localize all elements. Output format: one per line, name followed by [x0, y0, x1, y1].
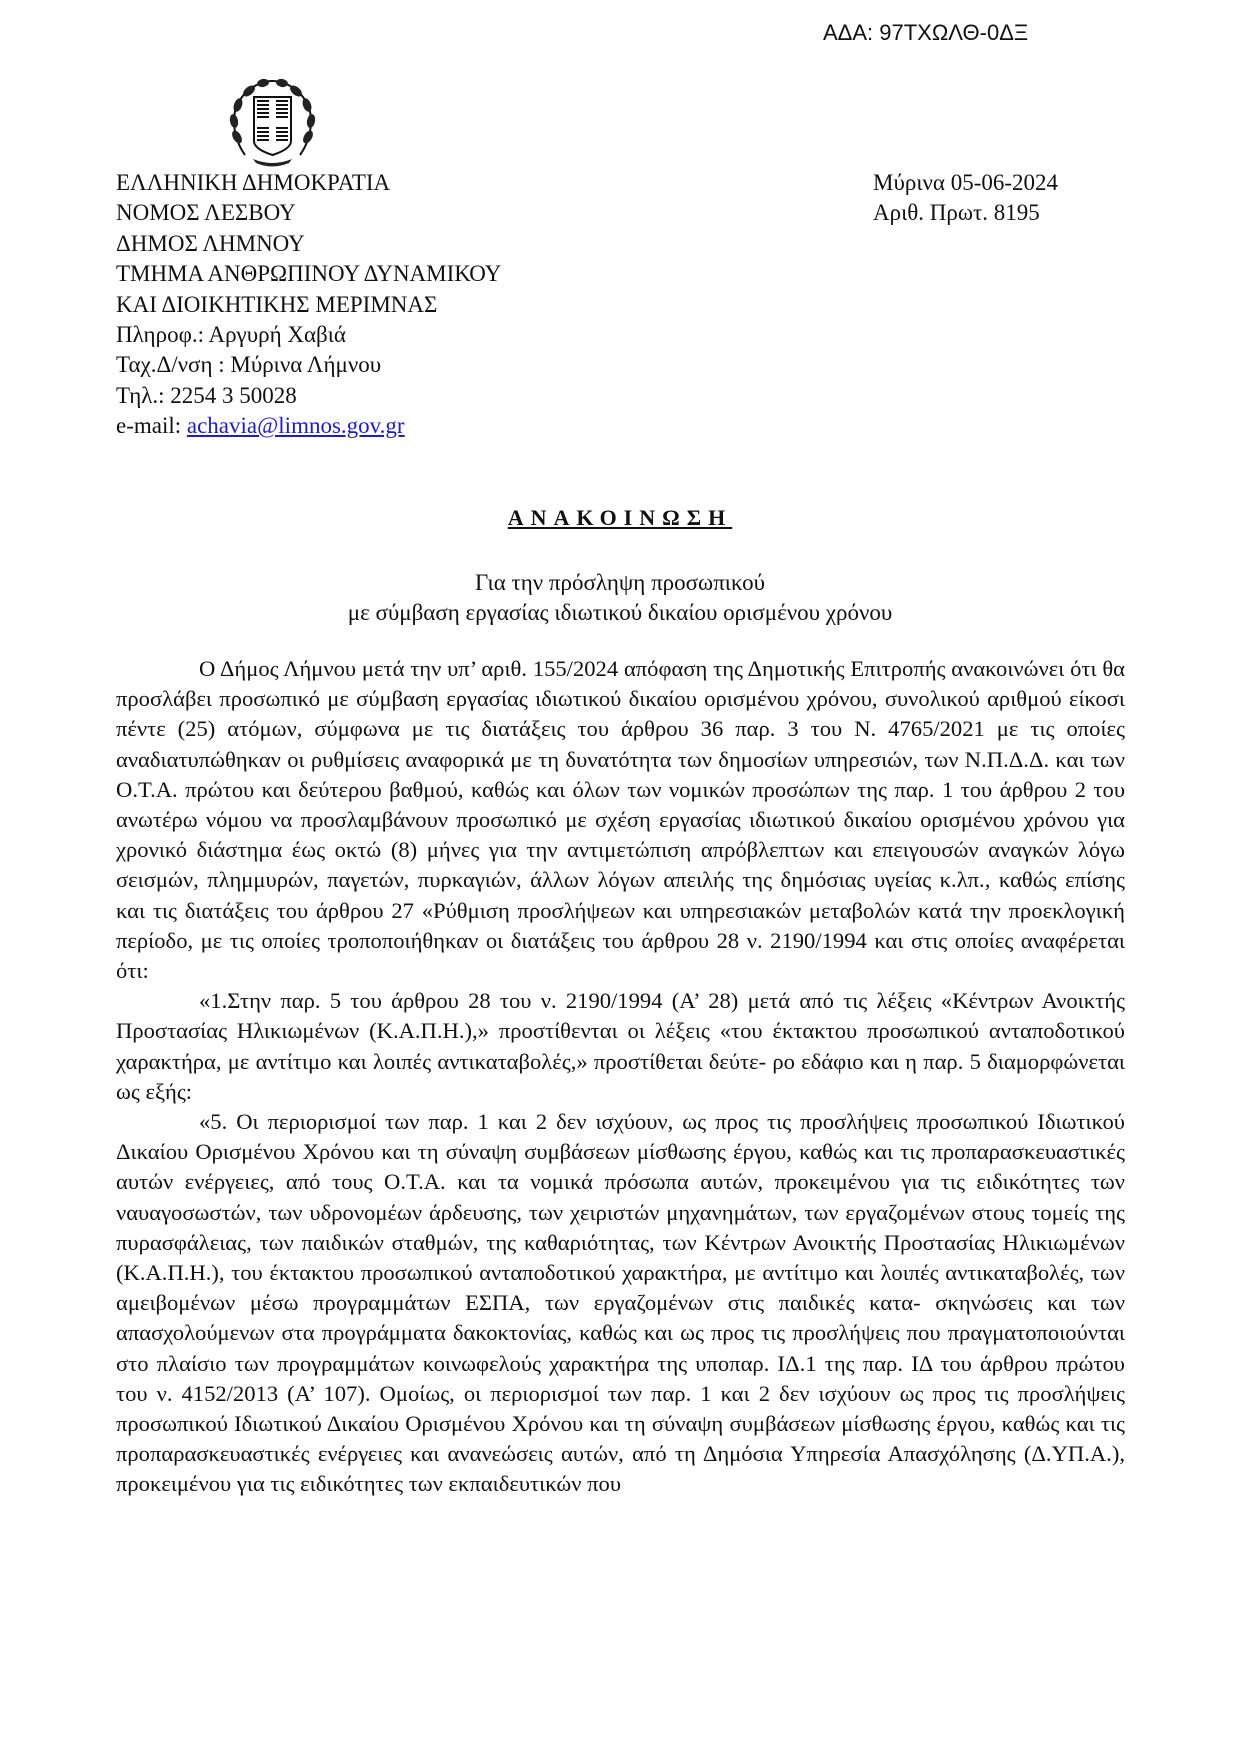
- sender-line: Τηλ.: 2254 3 50028: [116, 382, 297, 408]
- email-link[interactable]: achavia@limnos.gov.gr: [186, 413, 405, 439]
- document-title: ΑΝΑΚΟΙΝΩΣΗ: [507, 505, 733, 530]
- subtitle-line: με σύμβαση εργασίας ιδιωτικού δικαίου ορισμένου χρόνου: [347, 600, 893, 625]
- subtitle-line: Για την πρόσληψη προσωπικού: [475, 570, 765, 595]
- body-paragraph: Ο Δήμος Λήμνου μετά την υπ’ αριθ. 155/2024 απόφαση της Δημοτικής Επιτροπής ανακοινώνει ότι θα προσλάβει προσωπικό με σύμβαση εργασίας ιδιωτικού δικαίου ορισμένου χρόνου, συνολικού αριθμού είκοσι πέντε (25) ατόμων, σύμφωνα με τις διατάξεις του άρθρου 36 παρ. 3 του Ν. 4765/2021 με τις οποίες αναδιατυπώθηκαν οι ρυθμίσεις αναφορικά με τη δυνατότητα των δημοσίων υπηρεσιών, των Ν.Π.Δ.Δ. και των Ο.Τ.Α. πρώτου και δεύτερου βαθμού, καθώς και όλων των νομικών προσώπων της παρ. 1 του άρθρου 2 του ανωτέρω νόμου να προσλαμβάνουν προσωπικό με σχέση εργασίας ιδιωτικού δικαίου ορισμένου χρόνου για χρονικό διάστημα έως οκτώ (8) μήνες για την αντιμετώπιση απρόβλεπτων και επειγουσών αναγκών λόγω σεισμών, πλημμυρών, παγετών, πυρκαγιών, άλλων λόγων απειλής της δημόσιας υγείας κ.λπ., καθώς επίσης και τις διατάξεις του άρθρου 27 «Ρύθμιση προσλήψεων και υπηρεσιακών μεταβολών κατά την προεκλογική περίοδο, με τις οποίες τροποποιήθηκαν οι διατάξεις του άρθρου 28 ν. 2190/1994 και στις οποίες αναφέρεται ότι:: [116, 656, 1125, 984]
- ada-code: ΑΔΑ: 97ΤΧΩΛΘ-0ΔΞ: [823, 20, 1029, 45]
- protocol-number: Αριθ. Πρωτ. 8195: [873, 200, 1040, 226]
- sender-line: ΝΟΜΟΣ ΛΕΣΒΟΥ: [116, 200, 296, 226]
- sender-block: [116, 168, 501, 442]
- date-protocol-block: [873, 168, 1058, 229]
- greek-coat-of-arms-icon: [225, 75, 320, 170]
- email-label: e-mail:: [116, 413, 187, 439]
- document-body: [116, 654, 1125, 1500]
- place-date: Μύρινα 05-06-2024: [873, 170, 1059, 195]
- body-paragraph: «5. Οι περιορισμοί των παρ. 1 και 2 δεν ισχύουν, ως προς τις προσλήψεις προσωπικού Ιδιωτικού Δικαίου Ορισμένου Χρόνου και τη σύναψη συμβάσεων μίσθωσης έργου, καθώς και τις προπαρασκευαστικές αυτών ενέργειες, από τους Ο.Τ.Α. και τα νομικά πρόσωπα αυτών, προκειμένου για τις ειδικότητες των ναυαγοσωστών, των υδρονομέων άρδευσης, των χειριστών μηχανημάτων, των εργαζομένων στους τομείς της πυρασφάλειας, των παιδικών σταθμών, της καθαριότητας, των Κέντρων Ανοικτής Προστασίας Ηλικιωμένων (Κ.Α.Π.Η.), του έκτακτου προσωπικού ανταποδοτικού χαρακτήρα, με αντίτιμο και λοιπές αντικαταβολές, των αμειβομένων μέσω προγραμμάτων ΕΣΠΑ, των εργαζομένων στις παιδικές κατα- σκηνώσεις και των απασχολούμενων στα προγράμματα δακοκτονίας, καθώς και ως προς τις προσλήψεις που πραγματοποιούνται στο πλαίσιο των προγραμμάτων κοινωφελούς χαρακτήρα της υποπαρ. ΙΔ.1 της παρ. ΙΔ του άρθρου πρώτου του ν. 4152/2013 (Α’ 107). Ομοίως, οι περιορισμοί των παρ. 1 και 2 δεν ισχύουν ως προς τις προσλήψεις προσωπικού Ιδιωτικού Δικαίου Ορισμένου Χρόνου και τη σύναψη συμβάσεων μίσθωσης έργου, καθώς και τις προπαρασκευαστικές ενέργειες και ανανεώσεις αυτών, από τη Δημόσια Υπηρεσία Απασχόλησης (Δ.ΥΠ.Α.), προκειμένου για τις ειδικότητες των εκπαιδευτικών που: [116, 1109, 1125, 1497]
- document-subtitle: [0, 568, 1240, 628]
- sender-line: ΤΜΗΜΑ ΑΝΘΡΩΠΙΝΟΥ ΔΥΝΑΜΙΚΟΥ: [116, 261, 502, 287]
- sender-line: ΚΑΙ ΔΙΟΙΚΗΤΙΚΗΣ ΜΕΡΙΜΝΑΣ: [116, 291, 438, 317]
- sender-line: ΔΗΜΟΣ ΛΗΜΝΟΥ: [116, 230, 305, 256]
- body-paragraph: «1.Στην παρ. 5 του άρθρου 28 του ν. 2190/1994 (Α’ 28) μετά από τις λέξεις «Κέντρων Ανοικτής Προστασίας Ηλικιωμένων (Κ.Α.Π.Η.),» προστίθενται οι λέξεις «του έκτακτου προσωπικού ανταποδοτικού χαρακτήρα, με αντίτιμο και λοιπές αντικαταβολές,» προστίθεται δεύτε- ρο εδάφιο και η παρ. 5 διαμορφώνεται ως εξής:: [116, 988, 1125, 1104]
- sender-line: Ταχ.Δ/νση : Μύρινα Λήμνου: [116, 352, 382, 378]
- sender-line: ΕΛΛΗΝΙΚΗ ΔΗΜΟΚΡΑΤΙΑ: [116, 170, 391, 195]
- sender-line: Πληροφ.: Αργυρή Χαβιά: [116, 322, 346, 348]
- sender-email-line: [116, 411, 501, 441]
